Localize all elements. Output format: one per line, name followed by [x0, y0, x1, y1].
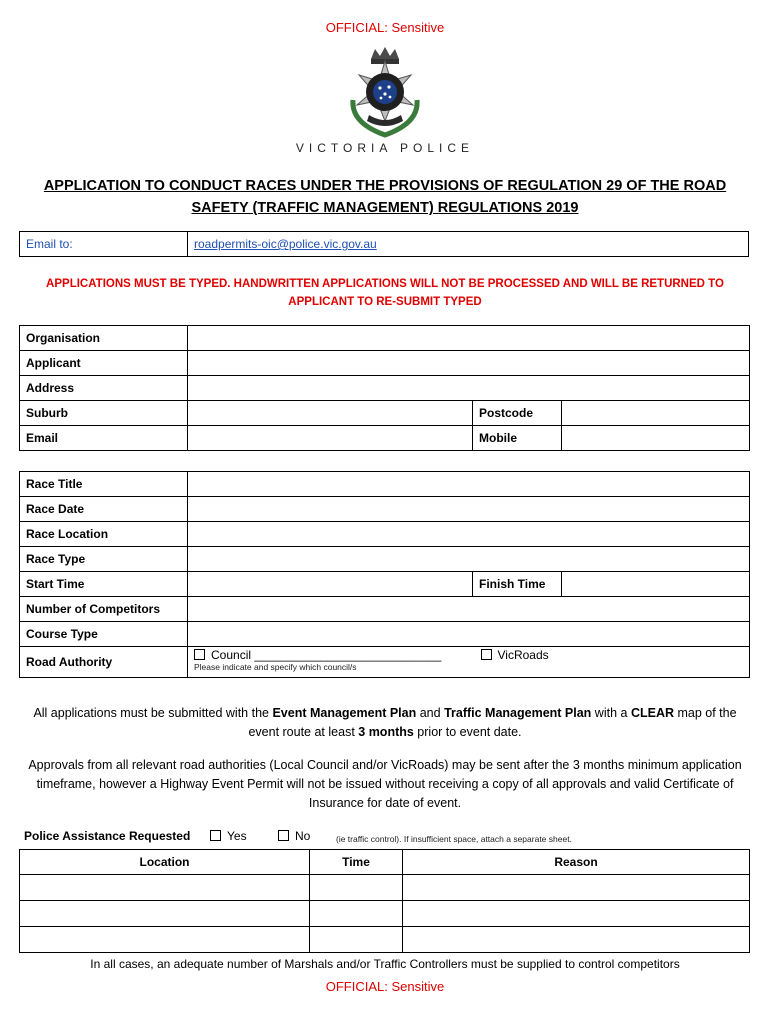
submission-requirements: All applications must be submitted with the Event Management Plan and Traffic Management Plan with a CLEAR map of the event route at least 3 months prior to event date. — [33, 706, 737, 739]
vicroads-cell — [473, 647, 750, 678]
start-time-field[interactable] — [188, 572, 473, 597]
police-assistance-label: Police Assistance Requested — [24, 829, 191, 843]
classification-top: OFFICIAL: Sensitive — [325, 20, 445, 35]
finish-time-field[interactable] — [562, 572, 750, 597]
vicroads-checkbox[interactable] — [481, 649, 492, 660]
approvals-note: Approvals from all relevant road authorities (Local Council and/or VicRoads) may be sent after the 3 months minimum application timeframe, however a Highway Event Permit will not be issued without receiving a copy of all approvals and valid Certificate of Insurance for date of event. — [28, 758, 742, 810]
location-field[interactable] — [20, 875, 310, 901]
form-title: APPLICATION TO CONDUCT RACES UNDER THE PROVISIONS OF REGULATION 29 OF THE ROAD SAFETY (TRAFFIC MANAGEMENT) REGULATIONS 2019 — [43, 178, 727, 216]
applicant-label: Applicant — [20, 351, 188, 376]
assistance-table — [19, 849, 750, 953]
finish-time-label: Finish Time — [473, 572, 562, 597]
email-to-table — [19, 231, 749, 257]
column-location: Location — [20, 850, 310, 875]
assistance-no-label: No — [295, 829, 311, 843]
competitors-field[interactable] — [188, 597, 750, 622]
race-table — [19, 471, 750, 678]
organisation-label: Organisation — [20, 326, 188, 351]
postcode-label: Postcode — [473, 401, 562, 426]
column-reason: Reason — [403, 850, 750, 875]
vicroads-label: VicRoads — [497, 648, 549, 662]
postcode-field[interactable] — [562, 401, 750, 426]
applicant-field[interactable] — [188, 351, 750, 376]
course-type-label: Course Type — [20, 622, 188, 647]
race-type-label: Race Type — [20, 547, 188, 572]
competitors-label: Number of Competitors — [20, 597, 188, 622]
mobile-field[interactable] — [562, 426, 750, 451]
start-time-label: Start Time — [20, 572, 188, 597]
mobile-label: Mobile — [473, 426, 562, 451]
race-title-field[interactable] — [188, 472, 750, 497]
assistance-yes-checkbox[interactable] — [210, 830, 221, 841]
time-field[interactable] — [310, 927, 403, 953]
assistance-yes-label: Yes — [227, 829, 247, 843]
typed-warning: APPLICATIONS MUST BE TYPED. HANDWRITTEN APPLICATIONS WILL NOT BE PROCESSED AND WILL BE RETURNED TO APPLICANT TO RE-SUBMIT TYPED — [46, 278, 724, 308]
assistance-note: (ie traffic control). If insufficient space, attach a separate sheet. — [336, 834, 572, 844]
location-field[interactable] — [20, 927, 310, 953]
address-field[interactable] — [188, 376, 750, 401]
council-hint: Please indicate and specify which council/s — [194, 662, 357, 672]
race-location-label: Race Location — [20, 522, 188, 547]
victoria-police-badge-icon — [339, 45, 431, 140]
road-authority-label: Road Authority — [20, 647, 188, 678]
reason-field[interactable] — [403, 901, 750, 927]
suburb-label: Suburb — [20, 401, 188, 426]
council-cell — [188, 647, 473, 678]
email-field[interactable] — [188, 426, 473, 451]
address-label: Address — [20, 376, 188, 401]
email-link[interactable]: roadpermits-oic@police.vic.gov.au — [194, 237, 377, 251]
race-title-label: Race Title — [20, 472, 188, 497]
org-name: VICTORIA POLICE — [295, 141, 475, 155]
applicant-table — [19, 325, 750, 451]
organisation-field[interactable] — [188, 326, 750, 351]
time-field[interactable] — [310, 875, 403, 901]
column-time: Time — [310, 850, 403, 875]
location-field[interactable] — [20, 901, 310, 927]
reason-field[interactable] — [403, 927, 750, 953]
assistance-no-checkbox[interactable] — [278, 830, 289, 841]
reason-field[interactable] — [403, 875, 750, 901]
race-date-field[interactable] — [188, 497, 750, 522]
council-label: Council — [211, 648, 252, 662]
race-date-label: Race Date — [20, 497, 188, 522]
email-to-label: Email to: — [20, 232, 188, 257]
email-label: Email — [20, 426, 188, 451]
police-assistance-row — [24, 829, 754, 847]
race-type-field[interactable] — [188, 547, 750, 572]
suburb-field[interactable] — [188, 401, 473, 426]
council-checkbox[interactable] — [194, 649, 205, 660]
classification-bottom: OFFICIAL: Sensitive — [325, 979, 445, 994]
course-type-field[interactable] — [188, 622, 750, 647]
race-location-field[interactable] — [188, 522, 750, 547]
time-field[interactable] — [310, 901, 403, 927]
marshals-note: In all cases, an adequate number of Marshals and/or Traffic Controllers must be supplied to control competitors — [90, 957, 680, 971]
council-line: ____________________________ — [254, 648, 442, 662]
